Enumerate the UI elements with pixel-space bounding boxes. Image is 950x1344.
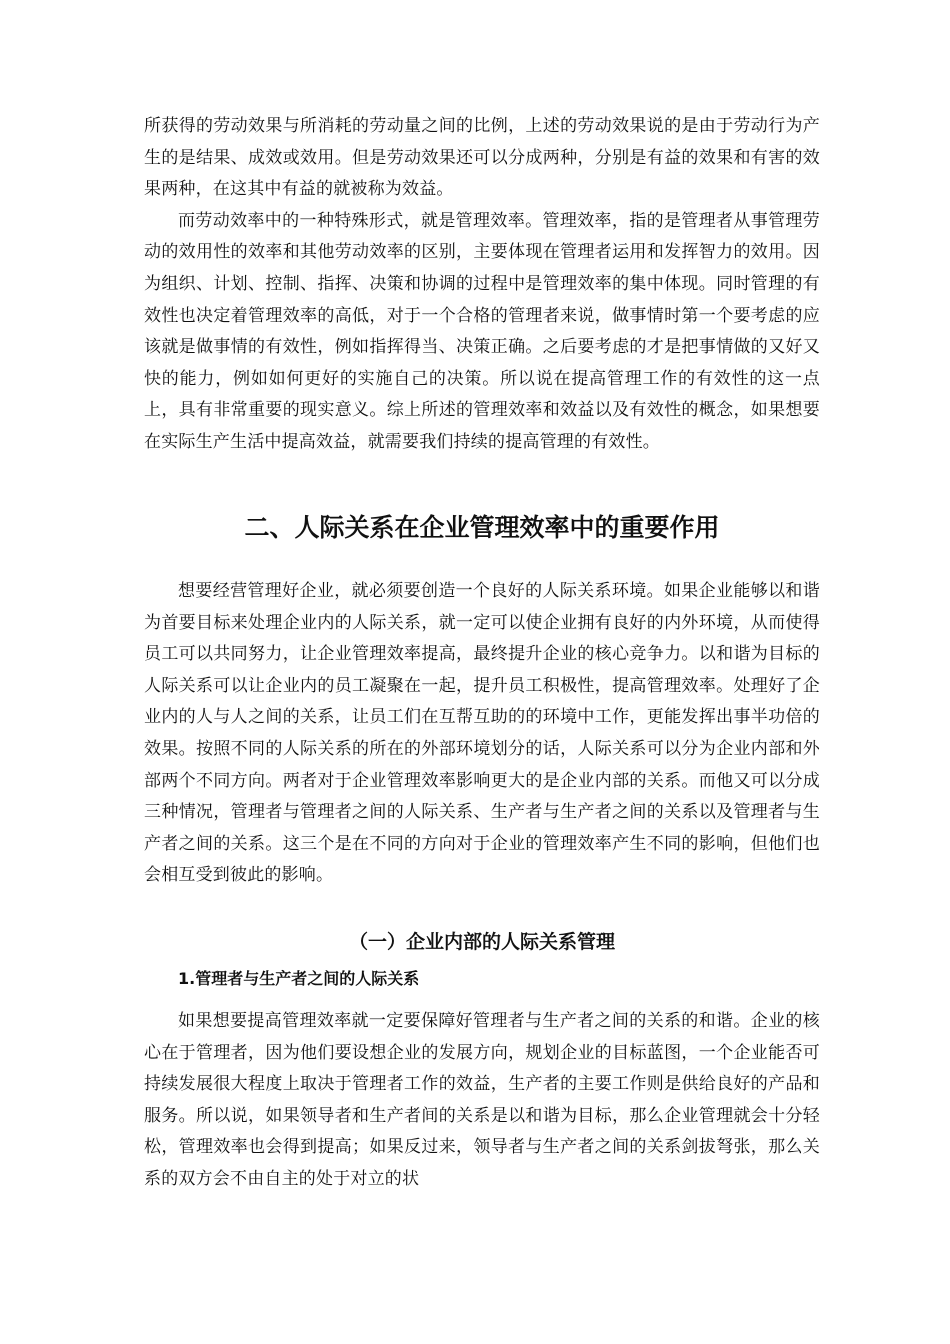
subsubsection-heading: 1.管理者与生产者之间的人际关系 — [178, 969, 420, 988]
subsection-heading: （一）企业内部的人际关系管理 — [348, 931, 615, 953]
body-text-section — [144, 576, 820, 892]
paragraph-continued: 所获得的劳动效果与所消耗的劳动量之间的比例，上述的劳动效果说的是由于劳动行为产生的是结果、成效或效用。但是劳动效果还可以分成两种，分别是有益的效果和有害的效果两种，在这其中有益的就被称为效益。 — [144, 116, 820, 200]
body-text-subsection — [144, 1006, 820, 1196]
paragraph-interpersonal-relations: 想要经营管理好企业，就必须要创造一个良好的人际关系环境。如果企业能够以和谐为首要目标来处理企业内的人际关系，就一定可以使企业拥有良好的内外环境，从而使得员工可以共同努力，让企业管理效率提高，最终提升企业的核心竞争力。以和谐为目标的人际关系可以让企业内的员工凝聚在一起，提升员工积极性，提高管理效率。处理好了企业内的人与人之间的关系，让员工们在互帮互助的的环境中工作，更能发挥出事半功倍的效果。按照不同的人际关系的所在的外部环境划分的话，人际关系可以分为企业内部和外部两个不同方向。两者对于企业管理效率影响更大的是企业内部的关系。而他又可以分成三种情况，管理者与管理者之间的人际关系、生产者与生产者之间的关系以及管理者与生产者之间的关系。这三个是在不同的方向对于企业的管理效率产生不同的影响，但他们也会相互受到彼此的影响。 — [144, 581, 820, 886]
section-heading: 二、人际关系在企业管理效率中的重要作用 — [244, 513, 720, 542]
paragraph-management-efficiency: 而劳动效率中的一种特殊形式，就是管理效率。管理效率，指的是管理者从事管理劳动的效用性的效率和其他劳动效率的区别，主要体现在管理者运用和发挥智力的效用。因为组织、计划、控制、指挥、决策和协调的过程中是管理效率的集中体现。同时管理的有效性也决定着管理效率的高低，对于一个合格的管理者来说，做事情时第一个要考虑的应该就是做事情的有效性，例如指挥得当、决策正确。之后要考虑的才是把事情做的又好又快的能力，例如如何更好的实施自己的决策。所以说在提高管理工作的有效性的这一点上，具有非常重要的现实意义。综上所述的管理效率和效益以及有效性的概念，如果想要在实际生产生活中提高效益，就需要我们持续的提高管理的有效性。 — [144, 210, 820, 452]
paragraph-manager-producer: 如果想要提高管理效率就一定要保障好管理者与生产者之间的关系的和谐。企业的核心在于管理者，因为他们要设想企业的发展方向，规划企业的目标蓝图，一个企业能否可持续发展很大程度上取决于管理者工作的效益，生产者的主要工作则是供给良好的产品和服务。所以说，如果领导者和生产者间的关系是以和谐为目标，那么企业管理就会十分轻松，管理效率也会得到提高；如果反过来，领导者与生产者之间的关系剑拔弩张，那么关系的双方会不由自主的处于对立的状 — [144, 1011, 820, 1189]
body-text-top — [144, 111, 820, 459]
